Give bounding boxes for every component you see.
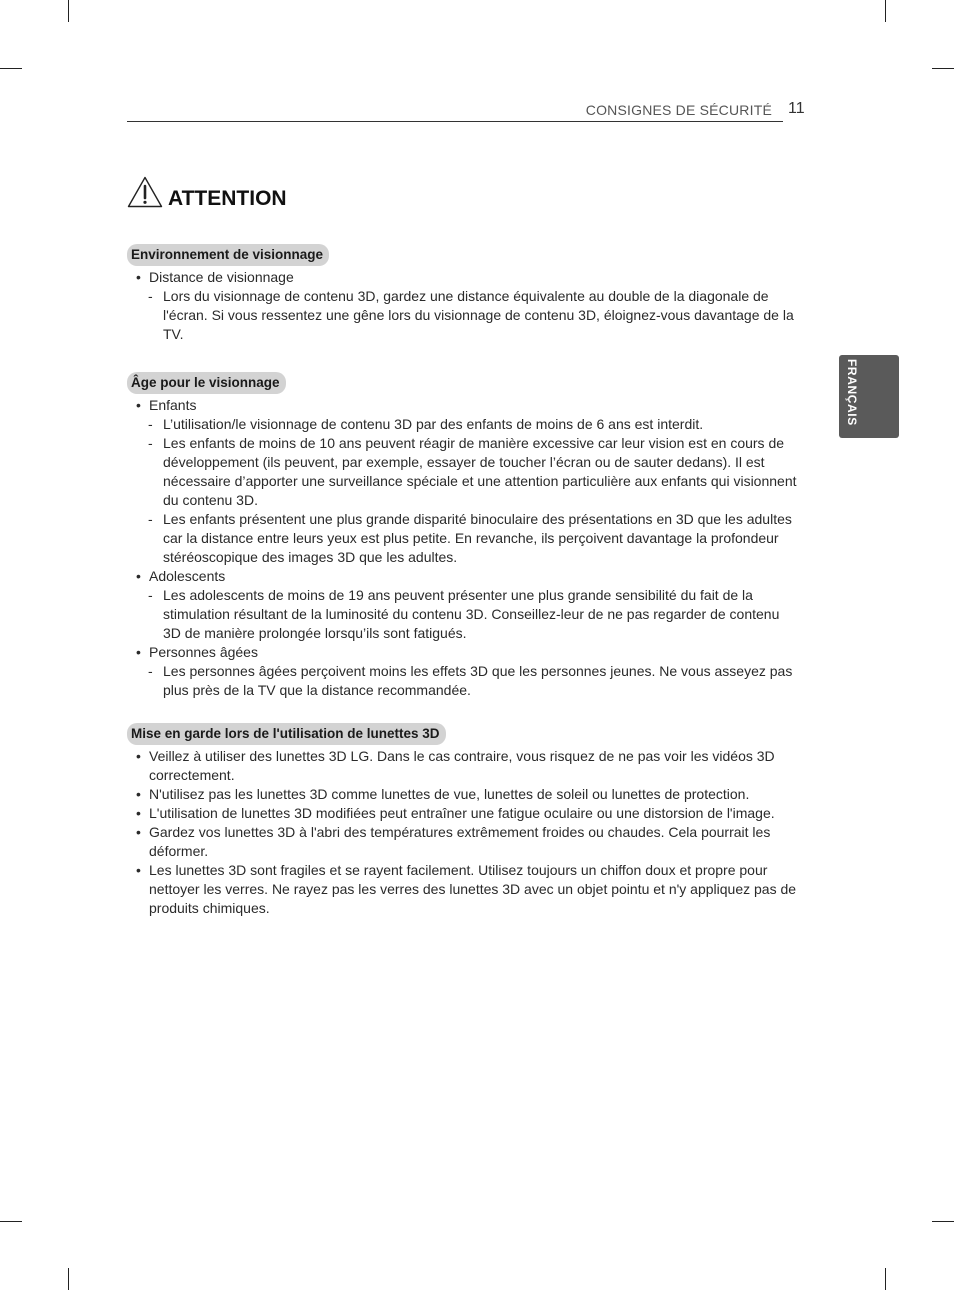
list-item-label: Enfants (149, 397, 197, 413)
crop-mark (885, 0, 886, 22)
sub-list-item: - Les enfants présentent une plus grande disparité binoculaire des présentations en 3D que les adultes car la distance entre leurs yeux est plus petite. En revanche, ils perçoivent davantage la profondeur stéréoscopique des images 3D que les adultes. (148, 510, 797, 567)
sub-list (149, 662, 797, 700)
crop-mark (932, 1221, 954, 1222)
crop-mark (0, 1221, 22, 1222)
main-content (127, 244, 797, 918)
sub-list-item: - Les adolescents de moins de 19 ans peuvent présenter une plus grande sensibilité du fait de la stimulation résultant de la luminosité du contenu 3D. Conseillez-leur de ne pas regarder de contenu 3D de manière prolongée lorsqu’ils sont fatigués. (148, 586, 797, 643)
sub-list (149, 586, 797, 643)
list-item: • L'utilisation de lunettes 3D modifiées peut entraîner une fatigue oculaire ou une distorsion de l'image. (127, 804, 797, 823)
crop-mark (68, 0, 69, 22)
header-rule (127, 121, 783, 122)
list-item: • N'utilisez pas les lunettes 3D comme lunettes de vue, lunettes de soleil ou lunettes de protection. (127, 785, 797, 804)
list-item (127, 643, 797, 700)
list-item-label: Adolescents (149, 568, 226, 584)
sub-list-item: - Lors du visionnage de contenu 3D, gardez une distance équivalente au double de la diagonale de l'écran. Si vous ressentez une gêne lors du visionnage de contenu 3D, éloignez-vous davantage de la TV. (148, 287, 797, 344)
list-item-label: Personnes âgées (149, 644, 258, 660)
section-heading: Mise en garde lors de l'utilisation de lunettes 3D (127, 723, 446, 745)
section-heading: Âge pour le visionnage (127, 372, 286, 394)
list-item (127, 396, 797, 567)
sub-list (149, 287, 797, 344)
running-header: CONSIGNES DE SÉCURITÉ (585, 102, 772, 118)
warning-triangle-icon (127, 176, 163, 208)
attention-heading (127, 176, 287, 208)
list-item: • Veillez à utiliser des lunettes 3D LG. Dans le cas contraire, vous risquez de ne pas voir les vidéos 3D correctement. (127, 747, 797, 785)
section-3d-glasses-warning (127, 723, 797, 918)
sub-list (149, 415, 797, 567)
section-viewing-environment (127, 244, 797, 344)
bullet-list (127, 396, 797, 700)
bullet-list (127, 747, 797, 918)
list-item (127, 268, 797, 344)
crop-mark (68, 1268, 69, 1290)
section-heading: Environnement de visionnage (127, 244, 329, 266)
section-viewing-age (127, 372, 797, 700)
sub-list-item: - Les personnes âgées perçoivent moins les effets 3D que les personnes jeunes. Ne vous asseyez pas plus près de la TV que la distance recommandée. (148, 662, 797, 700)
list-item-label: Distance de visionnage (149, 269, 294, 285)
page-number: 11 (788, 100, 805, 117)
crop-mark (932, 68, 954, 69)
list-item: • Les lunettes 3D sont fragiles et se rayent facilement. Utilisez toujours un chiffon doux et propre pour nettoyer les verres. Ne rayez pas les verres des lunettes 3D avec un objet pointu et n'y appliquez pas de produits chimiques. (127, 861, 797, 918)
list-item: • Gardez vos lunettes 3D à l'abri des températures extrêmement froides ou chaudes. Cela pourrait les déformer. (127, 823, 797, 861)
language-tab-label: FRANÇAIS (845, 359, 859, 426)
sub-list-item: - L’utilisation/le visionnage de contenu 3D par des enfants de moins de 6 ans est interdit. (148, 415, 797, 434)
bullet-list (127, 268, 797, 344)
list-item (127, 567, 797, 643)
language-tab (839, 355, 899, 438)
page-title: ATTENTION (168, 187, 287, 210)
crop-mark (0, 68, 22, 69)
sub-list-item: - Les enfants de moins de 10 ans peuvent réagir de manière excessive car leur vision est en cours de développement (ils peuvent, par exemple, essayer de toucher l’écran ou de sauter dedans). Il est nécessaire d’apporter une surveillance spéciale et une attention particulière aux enfants qui visionnent du contenu 3D. (148, 434, 797, 510)
crop-mark (885, 1268, 886, 1290)
